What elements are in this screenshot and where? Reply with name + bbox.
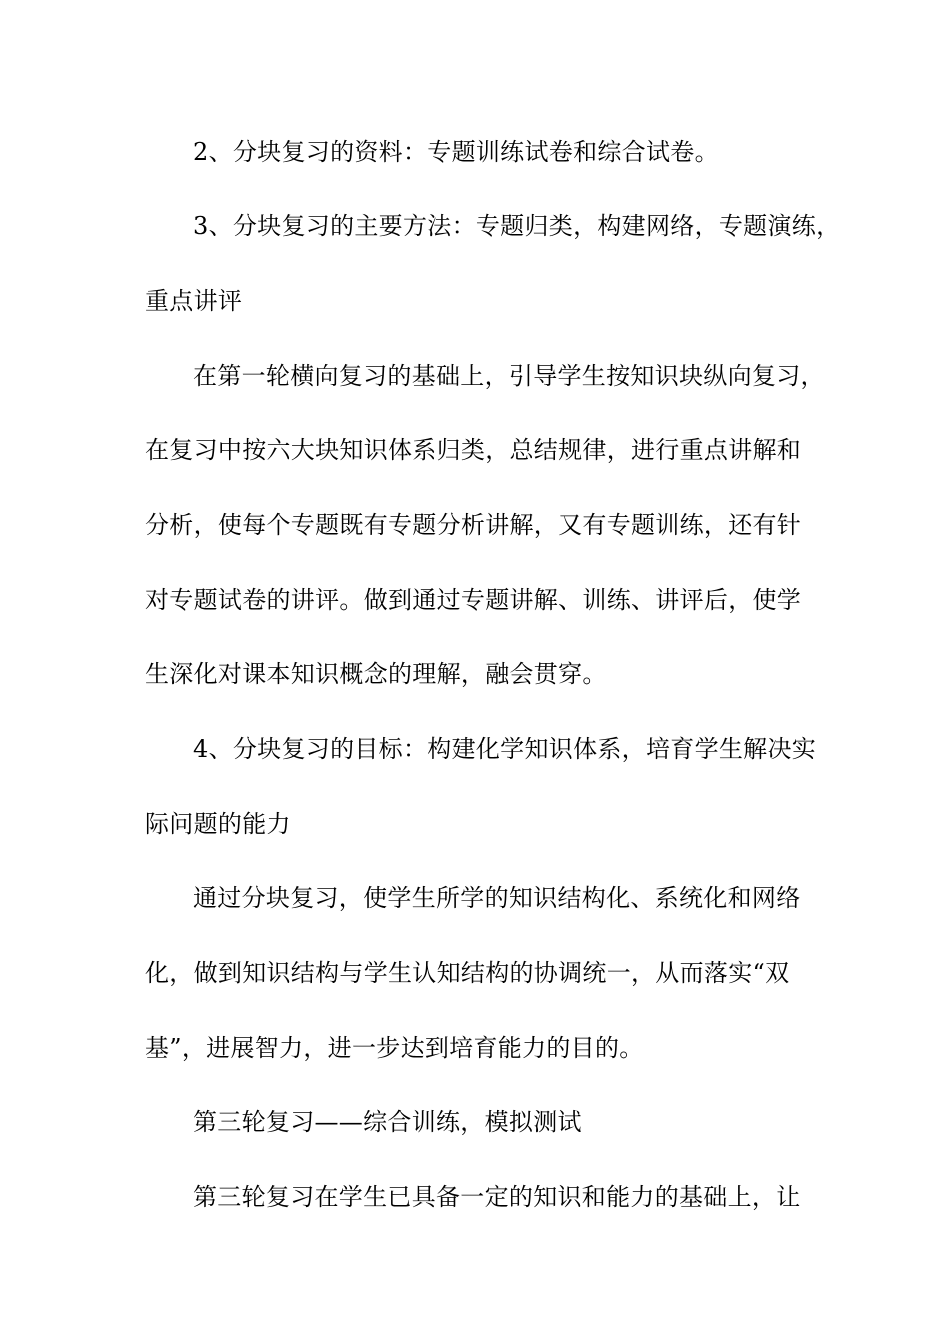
text-line: 生深化对课本知识概念的理解，融会贯穿。 xyxy=(145,660,607,688)
text-line: 际问题的能力 xyxy=(145,810,291,838)
section-heading: 第三轮复习——综合训练，模拟测试 xyxy=(193,1108,582,1136)
text-line: 在第一轮横向复习的基础上，引导学生按知识块纵向复习， xyxy=(193,362,825,390)
text-line: 分析，使每个专题既有专题分析讲解，又有专题训练，还有针 xyxy=(145,511,802,539)
text-line: 3、分块复习的主要方法：专题归类，构建网络，专题演练， xyxy=(193,212,841,240)
text-line: 基”，进展智力，进一步达到培育能力的目的。 xyxy=(145,1034,644,1062)
text-line: 化，做到知识结构与学生认知结构的协调统一，从而落实“双 xyxy=(145,959,790,987)
text-line: 通过分块复习，使学生所学的知识结构化、系统化和网络 xyxy=(193,884,801,912)
text-line: 重点讲评 xyxy=(145,287,243,315)
text-line: 第三轮复习在学生已具备一定的知识和能力的基础上，让 xyxy=(193,1183,801,1211)
text-line: 4、分块复习的目标：构建化学知识体系，培育学生解决实 xyxy=(193,735,817,763)
text-line: 在复习中按六大块知识体系归类，总结规律，进行重点讲解和 xyxy=(145,436,802,464)
text-line: 对专题试卷的讲评。做到通过专题讲解、训练、讲评后，使学 xyxy=(145,586,802,614)
text-line: 2、分块复习的资料：专题训练试卷和综合试卷。 xyxy=(193,138,719,166)
